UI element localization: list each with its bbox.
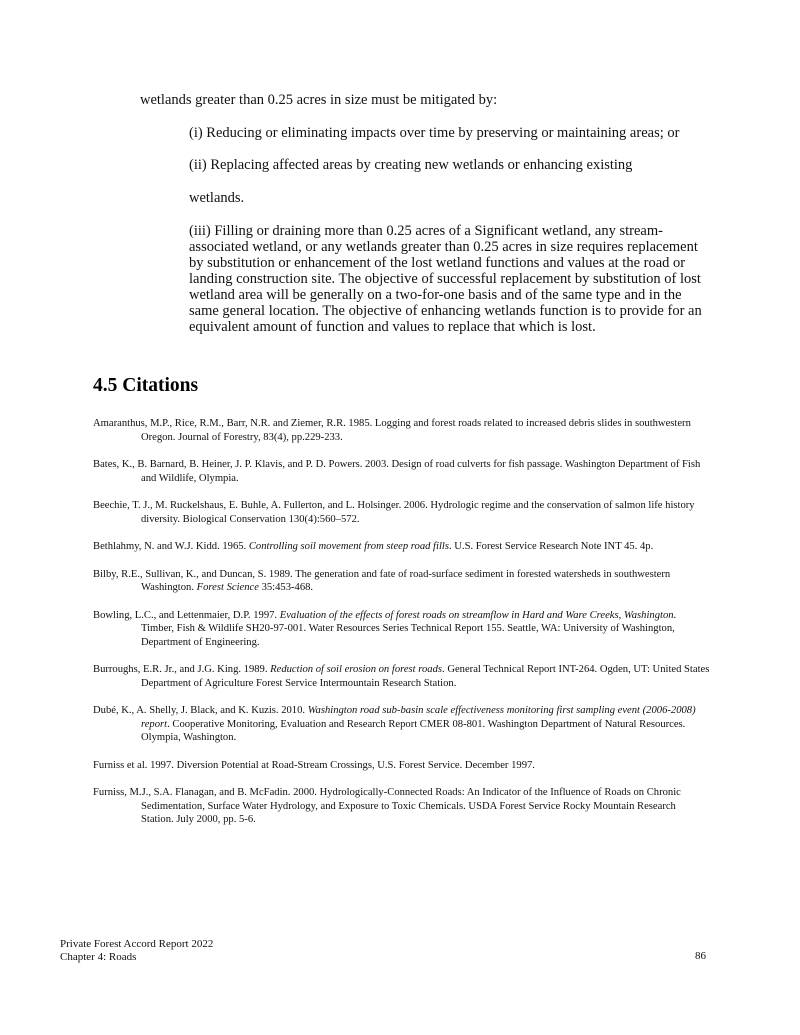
citation: Bilby, R.E., Sullivan, K., and Duncan, S. 1989. The generation and fate of road-surface sediment in forested watersheds in southwestern Washington. Forest Science 35:453-468. [93,568,671,593]
citations-list [93,417,711,841]
section-heading: 4.5 Citations [93,375,199,396]
lead-line: wetlands greater than 0.25 acres in size must be mitigated by: [140,92,498,108]
citation: Furniss et al. 1997. Diversion Potential at Road-Stream Crossings, U.S. Forest Service. December 1997. [93,759,535,771]
mitigation-item-ii-continued: wetlands. [189,190,245,206]
footer-report-title: Private Forest Accord Report 2022 [60,938,214,950]
footer-chapter: Chapter 4: Roads [60,950,137,963]
citation: Bowling, L.C., and Lettenmaier, D.P. 1997. Evaluation of the effects of forest roads on streamflow in Hard and Ware Creeks, Washington. Timber, Fish & Wildlife SH20-97-001. Water Resources Series Technical Report 155. Seattle, WA: University of Washington, Department of Engineering. [93,609,677,648]
citation: Bethlahmy, N. and W.J. Kidd. 1965. Controlling soil movement from steep road fills. U.S. Forest Service Research Note INT 45. 4p. [93,541,654,552]
citation: Furniss, M.J., S.A. Flanagan, and B. McFadin. 2000. Hydrologically-Connected Roads: An Indicator of the Influence of Roads on Chronic Sedimentation, Surface Water Hydrology, and Exposure to Toxic Chemicals. USDA Forest Service Rocky Mountain Research Station. July 2000, pp. 5-6. [93,787,681,825]
citation: Dubé, K., A. Shelly, J. Black, and K. Kuzis. 2010. Washington road sub-basin scale effectiveness monitoring first sampling event (2006-2008) report. Cooperative Monitoring, Evaluation and Research Report CMER 08-801. Washington Department of Natural Resources. Olympia, Washington. [93,705,696,743]
page-number: 86 [695,950,706,962]
mitigation-item-ii: (ii) Replacing affected areas by creating new wetlands or enhancing existing [189,157,633,173]
citation: Burroughs, E.R. Jr., and J.G. King. 1989. Reduction of soil erosion on forest roads. General Technical Report INT-264. Ogden, UT: United States Department of Agriculture Forest Service Intermountain Research Station. [93,664,710,689]
mitigation-item-i: (i) Reducing or eliminating impacts over time by preserving or maintaining areas; or [189,125,680,141]
mitigation-item-iii: (iii) Filling or draining more than 0.25 acres of a Significant wetland, any stream-associated wetland, or any wetlands greater than 0.25 acres in size requires replacement by substitution or enhancement of the lost wetland functions and values at the road or landing construction site. The objective of successful replacement by substitution of lost wetland area will be generally on a two-for-one basis and of the same type and in the same general location. The objective of enhancing wetlands function is to provide for an equivalent amount of function and values to replace that which is lost. [189,223,702,335]
page-footer [60,938,213,963]
citation: Amaranthus, M.P., Rice, R.M., Barr, N.R. and Ziemer, R.R. 1985. Logging and forest roads related to increased debris slides in southwestern Oregon. Journal of Forestry, 83(4), pp.229-233. [93,418,691,443]
citation: Beechie, T. J., M. Ruckelshaus, E. Buhle, A. Fullerton, and L. Holsinger. 2006. Hydrologic regime and the conservation of salmon life history diversity. Biological Conservation 130(4):560–572. [93,500,695,525]
citation: Bates, K., B. Barnard, B. Heiner, J. P. Klavis, and P. D. Powers. 2003. Design of road culverts for fish passage. Washington Department of Fish and Wildlife, Olympia. [93,459,701,484]
